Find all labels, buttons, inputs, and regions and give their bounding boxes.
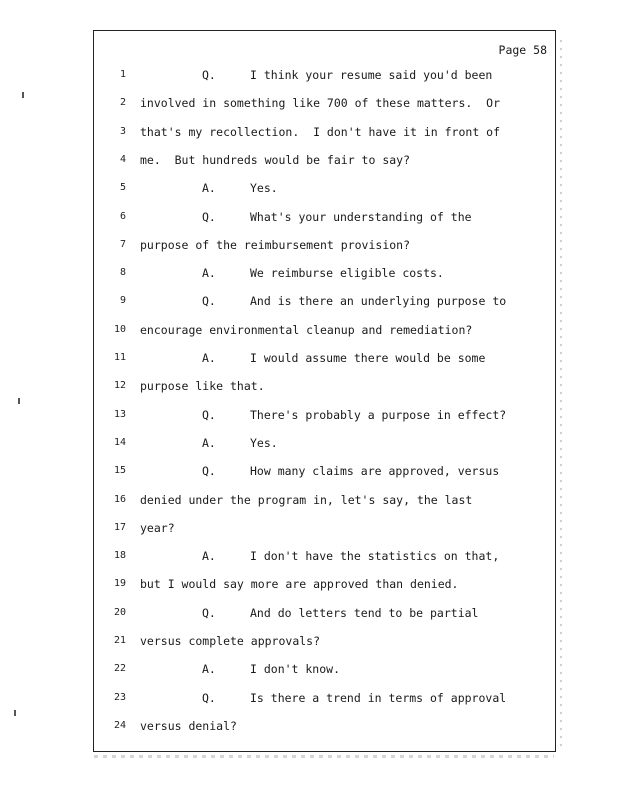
transcript-line	[94, 405, 555, 425]
line-number: 9	[119, 295, 126, 307]
line-number: 10	[113, 323, 126, 335]
speaker-label: Q.	[202, 690, 216, 705]
speaker-label: A.	[202, 266, 216, 281]
transcript-line	[94, 574, 555, 594]
line-text: me. But hundreds would be fair to say?	[140, 152, 411, 167]
transcript-line	[94, 235, 555, 255]
line-text: encourage environmental cleanup and remediation?	[140, 322, 473, 337]
line-number: 22	[113, 663, 126, 675]
transcript-line	[94, 631, 555, 651]
speaker-label: Q.	[202, 407, 216, 422]
transcript-line	[94, 178, 555, 198]
transcript-line	[94, 207, 555, 227]
line-text: that's my recollection. I don't have it in front of	[140, 124, 501, 139]
transcript-line	[94, 461, 555, 481]
line-text: purpose of the reimbursement provision?	[140, 237, 411, 252]
line-number: 19	[113, 578, 126, 590]
transcript-line	[94, 433, 555, 453]
line-number: 3	[119, 125, 126, 137]
line-text: How many claims are approved, versus	[250, 464, 500, 479]
transcript-line	[94, 659, 555, 679]
speaker-label: A.	[202, 351, 216, 365]
line-number: 20	[113, 606, 126, 618]
line-text: And do letters tend to be partial	[250, 605, 479, 620]
margin-scan-marks	[560, 40, 562, 750]
speaker-label: Q.	[202, 464, 216, 479]
line-number: 18	[113, 550, 126, 562]
line-text: versus denial?	[140, 718, 237, 733]
speaker-label: Q.	[202, 209, 216, 224]
line-number: 6	[119, 210, 126, 222]
line-text: And is there an underlying purpose to	[250, 294, 507, 309]
page-number: Page 58	[498, 43, 547, 57]
line-number: 21	[113, 635, 126, 646]
line-number: 5	[119, 182, 126, 194]
scan-mark	[22, 92, 24, 98]
transcript-line	[94, 65, 555, 85]
transcript-line	[94, 716, 555, 736]
speaker-label: A.	[202, 435, 216, 450]
transcript-line	[94, 376, 555, 396]
line-number: 17	[113, 521, 126, 533]
line-number: 8	[119, 267, 126, 279]
line-text: Yes.	[250, 435, 278, 450]
line-text: I don't have the statistics on that,	[250, 549, 500, 564]
line-number: 7	[119, 238, 126, 250]
transcript-page	[93, 30, 556, 752]
transcript-line	[94, 93, 555, 113]
speaker-label: Q.	[202, 294, 216, 309]
line-text: denied under the program in, let's say, the last	[140, 492, 473, 507]
transcript-line	[94, 150, 555, 170]
line-number: 11	[113, 352, 126, 363]
line-number: 13	[113, 408, 126, 420]
line-number: 12	[113, 380, 126, 392]
line-text: purpose like that.	[140, 379, 265, 394]
line-number: 4	[119, 153, 126, 165]
speaker-label: A.	[202, 181, 216, 196]
scan-mark	[14, 710, 16, 716]
line-text: I think your resume said you'd been	[250, 68, 493, 82]
line-text: year?	[140, 520, 175, 535]
line-number: 14	[113, 436, 126, 448]
line-number: 1	[119, 69, 126, 80]
line-text: Yes.	[250, 181, 278, 196]
line-number: 16	[113, 493, 126, 505]
line-text: I would assume there would be some	[250, 351, 486, 365]
speaker-label: A.	[202, 662, 216, 677]
transcript-line	[94, 603, 555, 623]
scan-mark	[18, 398, 20, 404]
line-text: We reimburse eligible costs.	[250, 266, 444, 281]
line-text: What's your understanding of the	[250, 209, 472, 224]
line-text: There's probably a purpose in effect?	[250, 407, 507, 422]
transcript-line	[94, 490, 555, 510]
speaker-label: Q.	[202, 68, 216, 82]
transcript-line	[94, 263, 555, 283]
transcript-line	[94, 122, 555, 142]
transcript-line	[94, 291, 555, 311]
transcript-line	[94, 348, 555, 368]
line-text: versus complete approvals?	[140, 634, 321, 648]
line-text: but I would say more are approved than denied.	[140, 577, 459, 592]
transcript-line	[94, 518, 555, 538]
speaker-label: Q.	[202, 605, 216, 620]
line-number: 24	[113, 719, 126, 731]
line-number: 23	[113, 691, 126, 703]
line-text: I don't know.	[250, 662, 341, 677]
line-text: involved in something like 700 of these matters. Or	[140, 96, 501, 111]
line-number: 15	[113, 465, 126, 477]
speaker-label: A.	[202, 549, 216, 564]
line-text: Is there a trend in terms of approval	[250, 690, 507, 705]
bottom-scan-noise	[94, 755, 554, 758]
transcript-line	[94, 546, 555, 566]
line-number: 2	[119, 97, 126, 109]
transcript-line	[94, 320, 555, 340]
transcript-line	[94, 688, 555, 708]
